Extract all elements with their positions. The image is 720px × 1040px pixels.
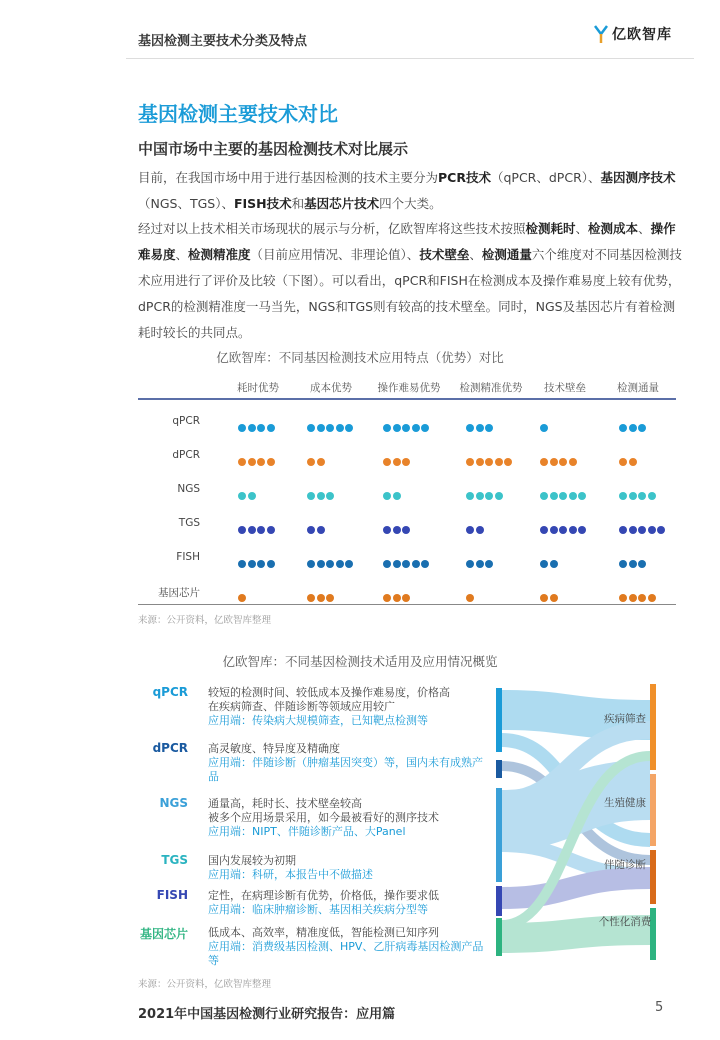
rating-dot [383,492,391,500]
tech-application: 应用端：科研，本报告中不做描述 [208,868,373,881]
rating-dots [307,553,355,572]
column-header: 检测通量 [617,382,659,394]
rating-dot [238,594,246,602]
logo-text: 亿欧智库 [612,27,672,43]
column-header: 耗时优势 [237,382,279,394]
rating-dot [629,526,637,534]
rating-dots [466,553,495,572]
application-label: 疾病筛查 [604,713,646,725]
rating-dot [393,458,401,466]
rating-dot [540,492,548,500]
rating-dot [267,424,275,432]
header-title: 基因检测主要技术分类及特点 [138,34,308,49]
rating-dot [550,594,558,602]
tech-application: 应用端：伴随诊断（肿瘤基因突变）等，国内未有成熟产品 [208,756,483,783]
tech-application: 应用端：临床肿瘤诊断、基因相关疾病分型等 [208,903,428,916]
rating-dot [248,526,256,534]
rating-dot [238,526,246,534]
table-bottom-rule [138,604,676,605]
rating-dot [317,492,325,500]
tech-name: NGS [159,796,188,810]
column-header: 技术壁垒 [544,382,586,394]
rating-dot [238,492,246,500]
rating-dots [238,451,276,470]
rating-dot [578,492,586,500]
tech-name: qPCR [152,685,188,699]
table-top-rule [138,398,676,400]
rating-dot [402,594,410,602]
rating-dot [550,560,558,568]
rating-dot [485,560,493,568]
logo-icon [594,24,608,44]
rating-dot [412,560,420,568]
rating-dot [476,424,484,432]
rating-dot [326,424,334,432]
rating-dot [569,458,577,466]
tech-desc-line: 被多个应用场景采用，如今最被看好的测序技术 [208,811,439,824]
rating-dot [326,560,334,568]
rating-dot [569,526,577,534]
rating-dot [317,560,325,568]
rating-dot [383,560,391,568]
rating-dot [257,560,265,568]
rating-dot [317,526,325,534]
rating-dot [629,458,637,466]
tech-description [208,854,492,882]
rating-dot [238,560,246,568]
rating-dot [466,492,474,500]
rating-dot [307,424,315,432]
rating-dot [326,492,334,500]
rating-dots [619,485,657,504]
rating-dots [466,519,485,538]
rating-dot [559,492,567,500]
rating-dot [504,458,512,466]
tech-description [208,686,492,728]
rating-dot [307,526,315,534]
rating-dot [638,526,646,534]
rating-dot [317,458,325,466]
rating-dots [466,451,514,470]
rating-dot [466,526,474,534]
rating-dot [619,526,627,534]
rating-dot [495,458,503,466]
tech-desc-line: 高灵敏度、特异度及精确度 [208,742,340,755]
node-qpcr [496,688,502,752]
row-label: NGS [177,483,200,495]
rating-dots [383,451,412,470]
rating-dots [540,417,550,436]
rating-dot [638,594,646,602]
rating-dot [619,458,627,466]
rating-dot [267,458,275,466]
rating-dot [476,560,484,568]
column-header: 操作难易优势 [377,382,441,394]
rating-dot [485,424,493,432]
tech-description [208,742,492,784]
header-divider [126,58,694,59]
rating-dots [307,485,336,504]
node-ngs [496,788,502,882]
tech-application: 应用端：传染病大规模筛查，已知靶点检测等 [208,714,428,727]
intro-paragraph: 目前，在我国市场中用于进行基因检测的技术主要分为PCR技术（qPCR、dPCR）、基因测序技术（NGS、TGS）、FISH技术和基因芯片技术四个大类。 [138,170,676,211]
node-screening [650,684,656,770]
rating-dot [629,424,637,432]
row-label: FISH [176,551,200,563]
logo [594,24,672,44]
source-note-1: 来源：公开资料，亿欧智库整理 [138,615,272,626]
section-title: 基因检测主要技术对比 [138,102,338,126]
rating-dot [307,458,315,466]
rating-dot [466,560,474,568]
node-fish [496,886,502,916]
rating-dots [238,485,257,504]
rating-dots [466,485,504,504]
application-label: 伴随诊断 [604,859,646,871]
tech-name: TGS [161,853,188,867]
section-subtitle: 中国市场中主要的基因检测技术对比展示 [138,140,409,158]
tech-name: dPCR [152,741,188,755]
row-label: 基因芯片 [158,587,200,599]
rating-dot [412,424,420,432]
tech-desc-line: 在疾病筛查、伴随诊断等领域应用较广 [208,700,395,713]
rating-dots [540,553,559,572]
rating-dot [383,424,391,432]
footer-title: 2021年中国基因检测行业研究报告：应用篇 [138,1007,396,1022]
rating-dot [648,594,656,602]
rating-dot [267,560,275,568]
rating-dot [638,560,646,568]
tech-desc-line: 国内发展较为初期 [208,854,296,867]
rating-dot [559,526,567,534]
rating-dot [540,526,548,534]
rating-dot [648,492,656,500]
rating-dot [569,492,577,500]
rating-dot [307,492,315,500]
comparison-chart-title: 亿欧智库：不同基因检测技术应用特点（优势）对比 [216,350,504,365]
rating-dot [248,492,256,500]
rating-dot [393,526,401,534]
rating-dot [540,560,548,568]
rating-dot [550,526,558,534]
rating-dot [485,458,493,466]
rating-dot [345,560,353,568]
rating-dot [629,492,637,500]
tech-description [208,926,492,968]
rating-dot [307,594,315,602]
rating-dot [307,560,315,568]
rating-dot [550,458,558,466]
rating-dot [393,560,401,568]
rating-dots [540,485,588,504]
rating-dot [629,560,637,568]
tech-desc-line: 较短的检测时间、较低成本及操作难易度，价格高 [208,686,450,699]
rating-dot [466,458,474,466]
rating-dot [648,526,656,534]
rating-dots [383,417,431,436]
rating-dot [393,492,401,500]
rating-dots [238,417,276,436]
rating-dot [619,594,627,602]
rating-dot [559,458,567,466]
rating-dot [238,458,246,466]
rating-dots [383,485,402,504]
rating-dots [307,519,326,538]
rating-dots [466,417,495,436]
rating-dot [638,492,646,500]
flow-chip-consumer [502,930,650,938]
rating-dot [476,492,484,500]
source-note-2: 来源：公开资料，亿欧智库整理 [138,979,272,990]
rating-dot [402,424,410,432]
tech-desc-line: 定性，在病理诊断有优势，价格低，操作要求低 [208,889,439,902]
rating-dot [466,594,474,602]
rating-dot [619,424,627,432]
rating-dots [383,519,412,538]
tech-description [208,797,492,839]
row-label: dPCR [172,449,200,461]
rating-dot [421,560,429,568]
tech-desc-line: 低成本、高效率，精准度低，智能检测已知序列 [208,926,439,939]
application-label: 个性化消费 [598,916,652,928]
page-number: 5 [655,1000,664,1015]
rating-dot [638,424,646,432]
rating-dots [619,451,638,470]
rating-dot [393,594,401,602]
application-chart-title: 亿欧智库：不同基因检测技术适用及应用情况概览 [222,654,498,669]
node-reproductive [650,774,656,846]
rating-dot [267,526,275,534]
rating-dot [540,424,548,432]
node-chip [496,918,502,956]
rating-dot [485,492,493,500]
application-label: 生殖健康 [604,797,646,809]
rating-dots [619,553,648,572]
rating-dots [307,417,355,436]
rating-dot [421,424,429,432]
tech-name: FISH [156,888,188,902]
rating-dot [393,424,401,432]
rating-dot [402,458,410,466]
rating-dot [336,560,344,568]
rating-dot [248,458,256,466]
rating-dot [257,424,265,432]
rating-dot [540,458,548,466]
tech-desc-line: 通量高，耗时长、技术壁垒较高 [208,797,362,810]
rating-dot [238,424,246,432]
rating-dots [540,519,588,538]
rating-dots [307,451,326,470]
rating-dot [336,424,344,432]
rating-dot [550,492,558,500]
rating-dot [383,594,391,602]
rating-dot [466,424,474,432]
flow-fish-companion [502,878,650,898]
rating-dot [345,424,353,432]
rating-dot [657,526,665,534]
tech-application: 应用端：消费级基因检测、HPV、乙肝病毒基因检测产品等 [208,940,484,967]
row-label: TGS [178,517,200,529]
rating-dot [257,458,265,466]
rating-dot [326,594,334,602]
analysis-paragraph: 经过对以上技术相关市场现状的展示与分析，亿欧智库将这些技术按照检测耗时、检测成本、操作难易度、检测精准度（目前应用情况、非理论值）、技术壁垒、检测通量六个维度对不同基因检测技术应用进行了评价及比较（下图）。可以看出，qPCR和FISH在检测成本及操作难易度上较有优势，dPCR的检测精准度一马当先，NGS和TGS则有较高的技术壁垒。同时，NGS及基因芯片有着检测耗时较长的共同点。 [138,221,682,340]
rating-dot [578,526,586,534]
tech-name: 基因芯片 [139,927,188,941]
rating-dots [238,553,276,572]
rating-dot [248,424,256,432]
node-dpcr [496,760,502,778]
rating-dot [476,526,484,534]
rating-dot [629,594,637,602]
column-header: 成本优势 [310,382,352,394]
rating-dot [317,594,325,602]
rating-dot [317,424,325,432]
column-header: 检测精准优势 [459,382,523,394]
rating-dot [476,458,484,466]
rating-dots [238,519,276,538]
rating-dot [257,526,265,534]
rating-dot [619,560,627,568]
rating-dot [383,526,391,534]
rating-dots [540,451,578,470]
row-label: qPCR [172,415,200,427]
rating-dot [248,560,256,568]
rating-dot [495,492,503,500]
rating-dot [402,526,410,534]
rating-dot [383,458,391,466]
rating-dots [383,553,431,572]
rating-dot [402,560,410,568]
rating-dots [619,519,667,538]
tech-application: 应用端：NIPT、伴随诊断产品、大Panel [208,825,406,838]
rating-dots [619,417,648,436]
rating-dot [540,594,548,602]
rating-dot [619,492,627,500]
tech-description [208,889,492,917]
